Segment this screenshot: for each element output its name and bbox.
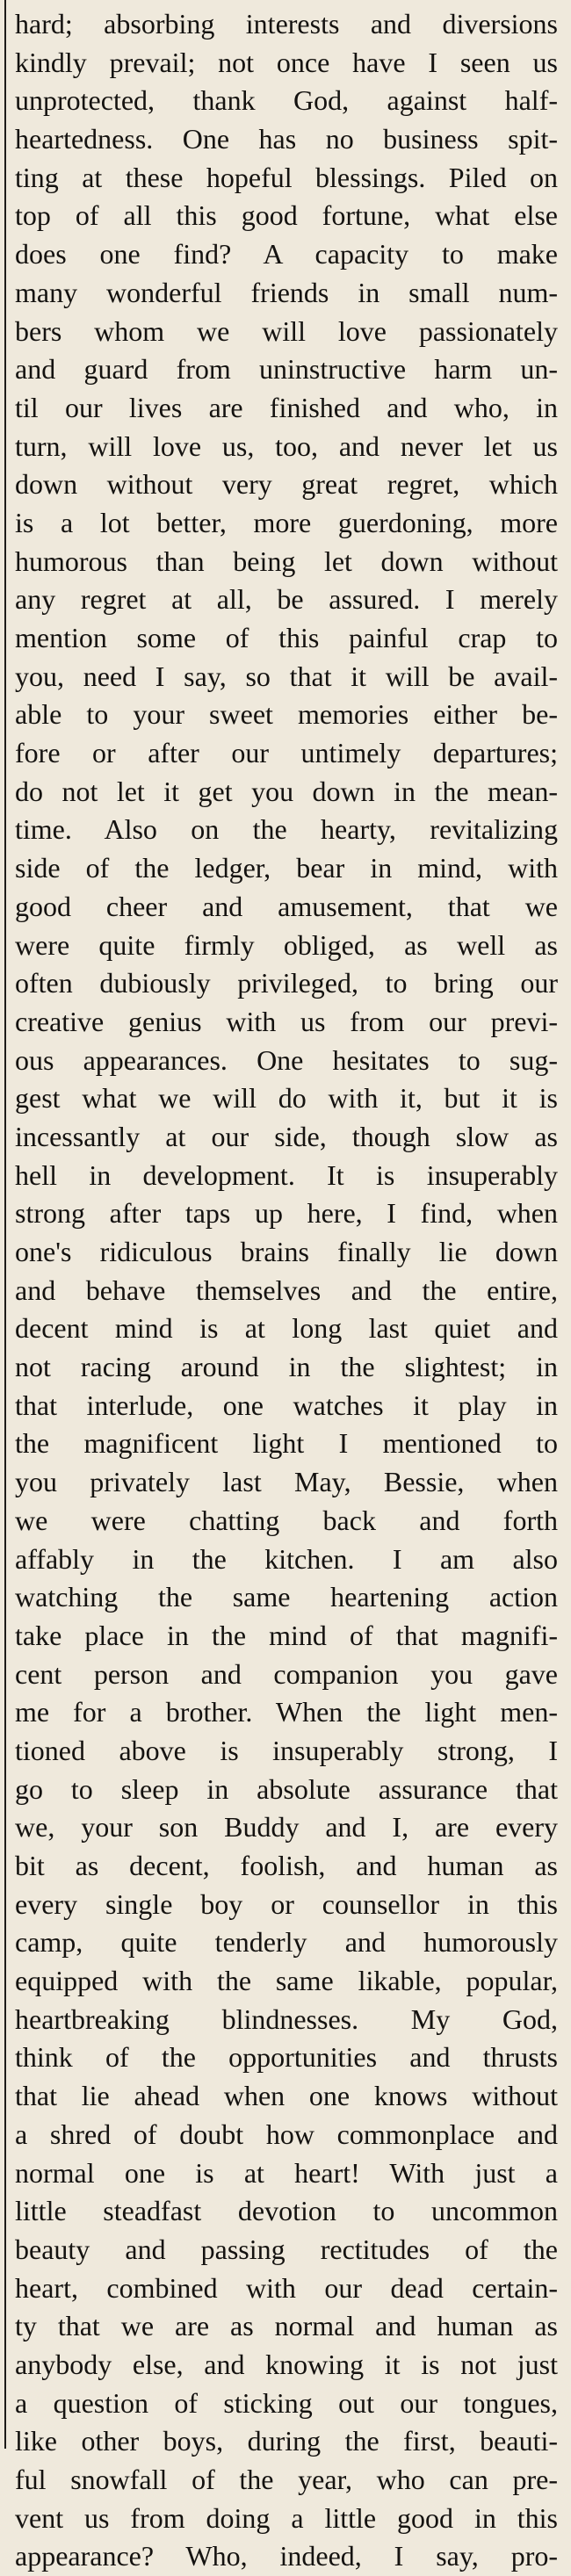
text-line: vent us from doing a little good in this [15,2501,558,2534]
text-line: good cheer and amusement, that we [15,890,558,922]
text-line: the magnificent light I mentioned to [15,1427,558,1460]
text-line: every single boy or counsellor in this [15,1887,558,1920]
text-line: you privately last May, Bessie, when [15,1466,558,1498]
text-line: like other boys, during the first, beauti- [15,2425,558,2457]
text-line: normal one is at heart! With just a [15,2156,558,2189]
text-line: any regret at all, be assured. I merely [15,583,558,616]
text-line: incessantly at our side, though slow as [15,1120,558,1152]
text-line: bit as decent, foolish, and human as [15,1850,558,1881]
text-line: and behave themselves and the entire, [15,1274,558,1306]
text-line: ous appearances. One hesitates to sug- [15,1043,558,1076]
column-rule [4,0,6,2449]
text-line: not racing around in the slightest; in [15,1351,558,1383]
text-line: we, your son Buddy and I, are every [15,1811,558,1844]
text-line: cent person and companion you gave [15,1657,558,1690]
text-line: think of the opportunities and thrusts [15,2041,558,2074]
text-line: turn, will love us, too, and never let us [15,429,558,462]
text-line: that lie ahead when one knows without [15,2080,558,2112]
text-line: heart, combined with our dead certain- [15,2271,558,2304]
text-line: ty that we are as normal and human as [15,2310,558,2342]
text-line: a question of sticking out our tongues, [15,2386,558,2419]
text-line: and guard from uninstructive harm un- [15,353,558,386]
text-line: were quite firmly obliged, as well as [15,928,558,961]
text-line: decent mind is at long last quiet and [15,1312,558,1345]
text-line: unprotected, thank God, against half- [15,84,558,117]
text-line: equipped with the same likable, popular, [15,1965,558,1997]
text-line: side of the ledger, bear in mind, with [15,852,558,884]
text-line: able to your sweet memories either be- [15,698,558,731]
text-line: anybody else, and knowing it is not just [15,2348,558,2380]
text-line: you, need I say, so that it will be avail- [15,660,558,692]
text-line: til our lives are finished and who, in [15,391,558,423]
text-line: bers whom we will love passionately [15,314,558,347]
text-line: does one find? A capacity to make [15,238,558,271]
text-line: time. Also on the hearty, revitalizing [15,813,558,846]
text-line: is a lot better, more guerdoning, more [15,506,558,538]
text-line: beauty and passing rectitudes of the [15,2233,558,2265]
text-line: hell in development. It is insuperably [15,1158,558,1191]
text-line: a shred of doubt how commonplace and [15,2118,558,2150]
text-line: humorous than being let down without [15,545,558,577]
text-line: watching the same heartening action [15,1581,558,1613]
text-line: camp, quite tenderly and humorously [15,1926,558,1959]
text-line: tioned above is insuperably strong, I [15,1734,558,1766]
text-line: affably in the kitchen. I am also [15,1542,558,1575]
text-line: strong after taps up here, I find, when [15,1197,558,1230]
text-line: that interlude, one watches it play in [15,1389,558,1421]
text-line: mention some of this painful crap to [15,622,558,653]
body-text-column [15,5,558,2576]
text-line: down without very great regret, which [15,468,558,501]
text-line: we were chatting back and forth [15,1504,558,1536]
text-line: creative genius with us from our previ- [15,1005,558,1037]
text-line: heartbreaking blindnesses. My God, [15,2002,558,2035]
text-line: do not let it get you down in the mean- [15,775,558,807]
text-line: ting at these hopeful blessings. Piled on [15,161,558,193]
text-line: heartedness. One has no business spit- [15,123,558,155]
text-line: me for a brother. When the light men- [15,1696,558,1728]
text-line: often dubiously privileged, to bring our [15,967,558,999]
text-line: hard; absorbing interests and diversions [15,8,558,40]
text-line: kindly prevail; not once have I seen us [15,46,558,78]
text-line: one's ridiculous brains finally lie down [15,1236,558,1267]
text-line: fore or after our untimely departures; [15,737,558,769]
text-line: go to sleep in absolute assurance that [15,1772,558,1805]
text-line: top of all this good fortune, what else [15,199,558,232]
text-line: gest what we will do with it, but it is [15,1082,558,1115]
text-line: take place in the mind of that magnifi- [15,1619,558,1651]
text-line: little steadfast devotion to uncommon [15,2195,558,2227]
text-line: ful snowfall of the year, who can pre- [15,2464,558,2495]
text-line: many wonderful friends in small num- [15,276,558,308]
text-line: appearance? Who, indeed, I say, pro- [15,2540,558,2572]
